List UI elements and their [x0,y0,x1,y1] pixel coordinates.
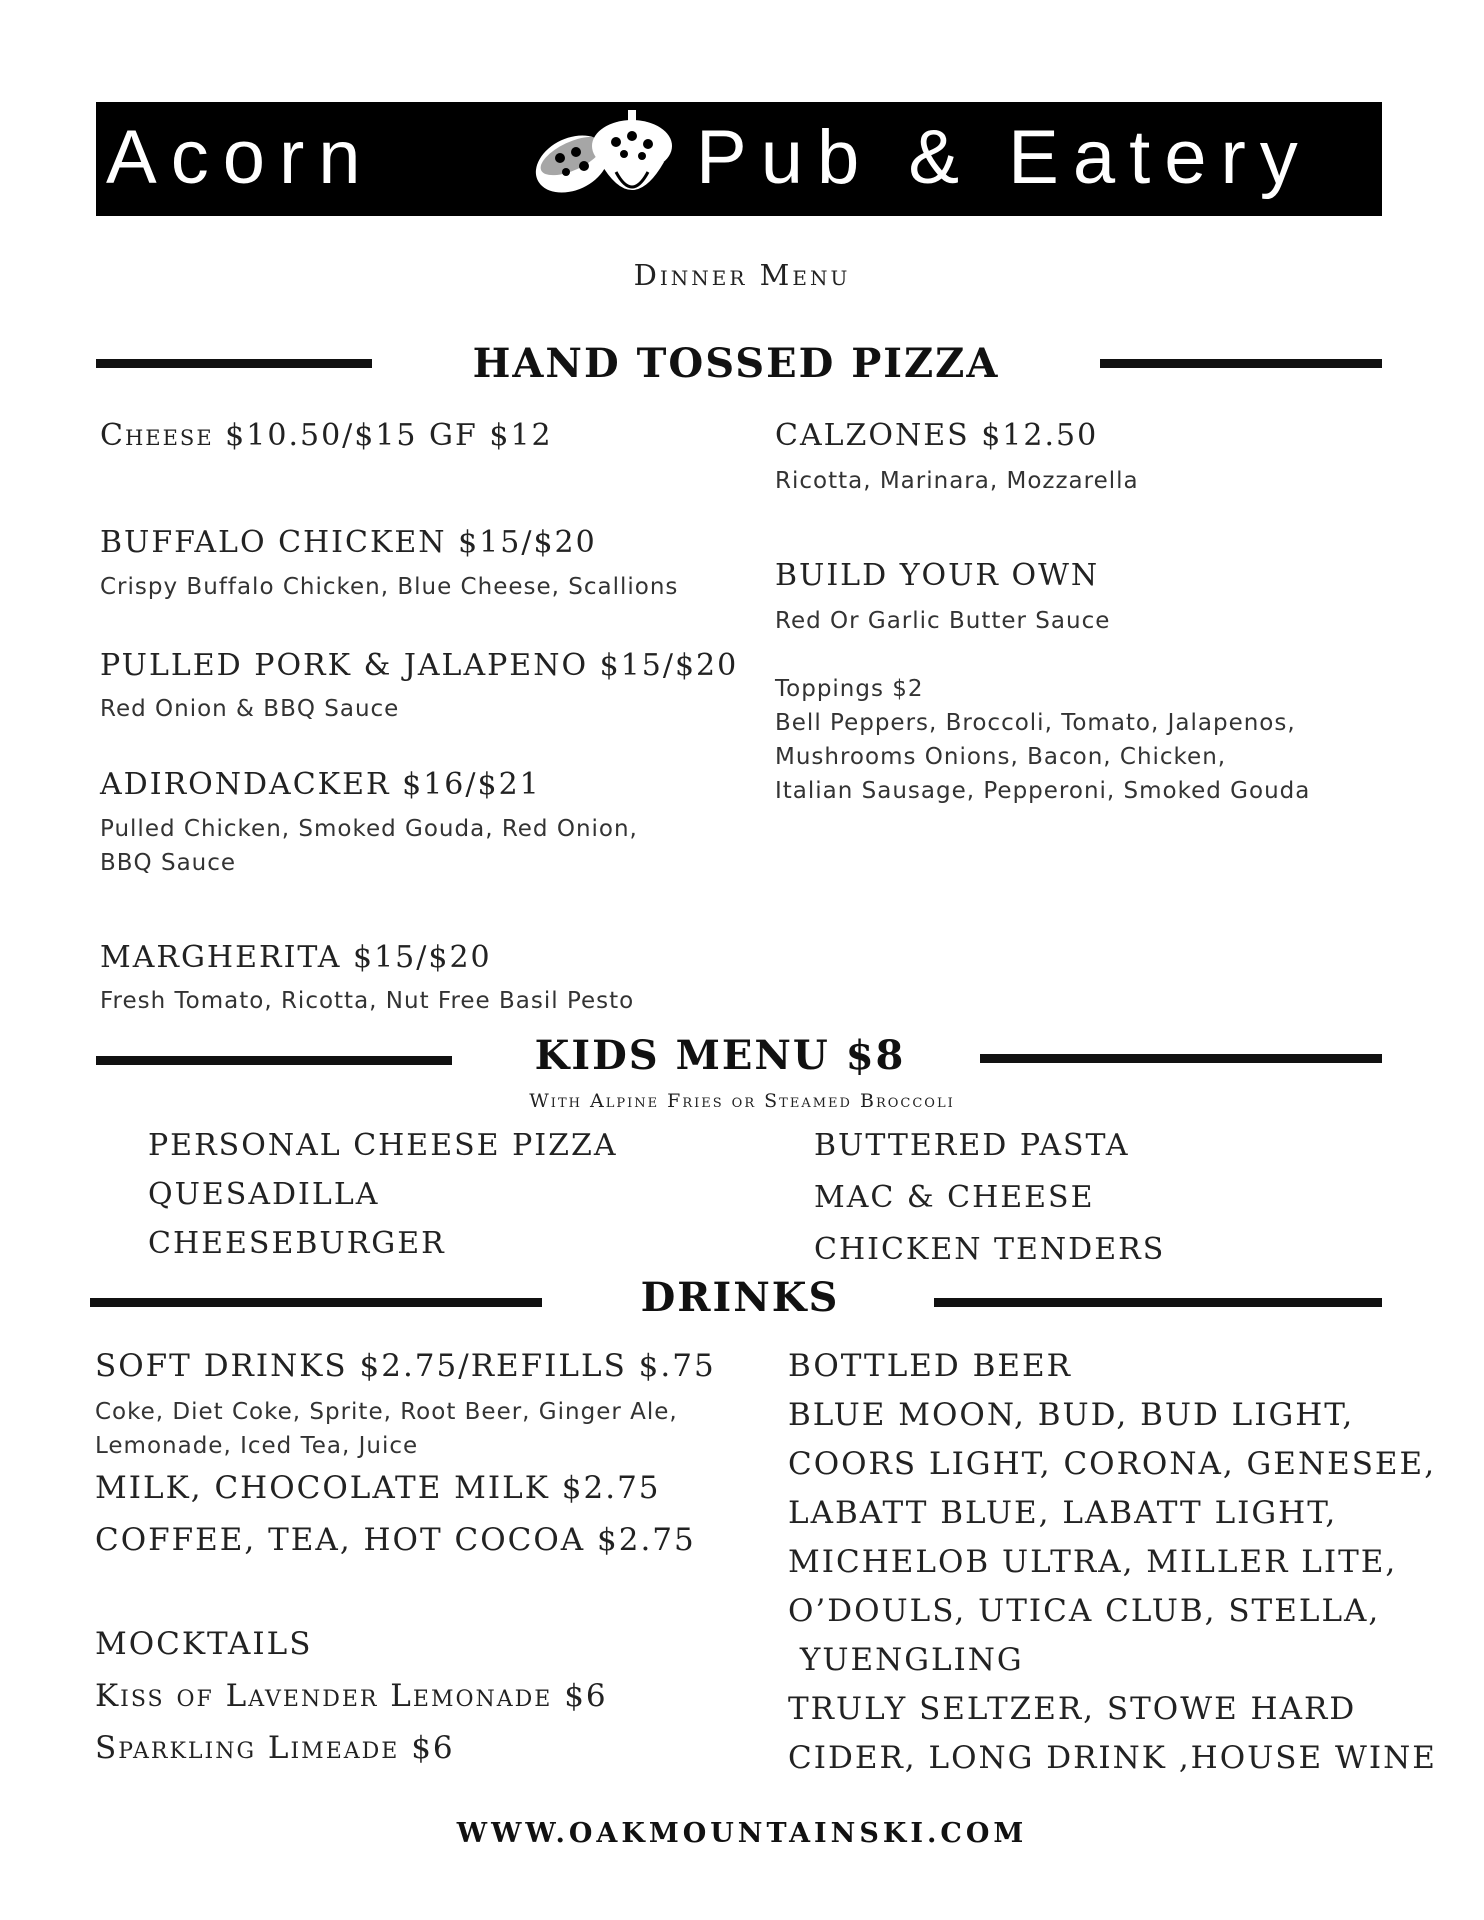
menu-item-name: BUILD YOUR OWN [775,558,1100,593]
toppings-line: Bell Peppers, Broccoli, Tomato, Jalapenos, [775,710,1296,736]
section-rule-right [934,1298,1382,1307]
menu-item-description: Pulled Chicken, Smoked Gouda, Red Onion, [100,816,638,842]
toppings-title: Toppings $2 [775,676,924,702]
kids-item: CHICKEN TENDERS [814,1232,1166,1267]
section-rule-left [90,1298,542,1307]
drinks-section-title: DRINKS [640,1274,840,1321]
beer-line: O’DOULS, UTICA CLUB, STELLA, [788,1593,1381,1629]
kids-item: BUTTERED PASTA [814,1128,1130,1163]
section-rule-right [1100,359,1382,368]
kids-item: CHEESEBURGER [148,1226,446,1261]
beer-title: BOTTLED BEER [788,1348,1073,1384]
pizza-section-title: HAND TOSSED PIZZA [472,340,1000,387]
menu-item-name: CALZONES $12.50 [775,418,1099,453]
menu-item-name: ADIRONDACKER $16/$21 [100,767,541,802]
drink-item: MILK, CHOCOLATE MILK $2.75 [95,1470,661,1506]
menu-item-name: PULLED PORK & JALAPENO $15/$20 [100,648,739,683]
menu-item-description: BBQ Sauce [100,850,237,876]
drink-item: COFFEE, TEA, HOT COCOA $2.75 [95,1522,696,1558]
header-banner [96,102,1382,216]
toppings-line: Italian Sausage, Pepperoni, Smoked Gouda [775,778,1311,804]
menu-subtitle: Dinner Menu [633,258,851,292]
kids-section-title: KIDS MENU $8 [534,1032,906,1079]
mocktail-item: Kiss of Lavender Lemonade $6 [95,1678,608,1714]
toppings-line: Mushrooms Onions, Bacon, Chicken, [775,744,1227,770]
beer-line: LABATT BLUE, LABATT LIGHT, [788,1495,1338,1531]
menu-item-name: Cheese $10.50/$15 GF $12 [100,418,553,453]
website-url: WWW.OAKMOUNTAINSKI.COM [456,1818,1028,1849]
menu-item-description: Ricotta, Marinara, Mozzarella [775,468,1139,494]
kids-item: MAC & CHEESE [814,1180,1095,1215]
mocktail-item: Sparkling Limeade $6 [95,1730,455,1766]
menu-item-name: MARGHERITA $15/$20 [100,940,492,975]
drink-description: Coke, Diet Coke, Sprite, Root Beer, Ginger Ale, [95,1399,678,1425]
menu-item-description: Crispy Buffalo Chicken, Blue Cheese, Scallions [100,574,679,600]
beer-line: COORS LIGHT, CORONA, GENESEE, [788,1446,1437,1482]
beer-line: CIDER, LONG DRINK ,HOUSE WINE [788,1740,1437,1776]
menu-item-description: Red Or Garlic Butter Sauce [775,608,1111,634]
menu-item-description: Red Onion & BBQ Sauce [100,696,400,722]
kids-item: PERSONAL CHEESE PIZZA [148,1128,618,1163]
kids-note: With Alpine Fries or Steamed Broccoli [529,1090,955,1112]
drink-description: Lemonade, Iced Tea, Juice [95,1433,419,1459]
section-rule-left [96,1056,452,1065]
menu-item-description: Fresh Tomato, Ricotta, Nut Free Basil Pesto [100,988,635,1014]
section-rule-right [980,1054,1382,1063]
beer-line: MICHELOB ULTRA, MILLER LITE, [788,1544,1398,1580]
mocktails-title: MOCKTAILS [95,1626,313,1662]
beer-line: YUENGLING [788,1642,1024,1678]
menu-item-name: BUFFALO CHICKEN $15/$20 [100,525,597,560]
section-rule-left [96,359,372,368]
beer-line: TRULY SELTZER, STOWE HARD [788,1691,1357,1727]
beer-line: BLUE MOON, BUD, BUD LIGHT, [788,1397,1355,1433]
drink-item: SOFT DRINKS $2.75/REFILLS $.75 [95,1348,716,1384]
banner-word-acorn: Acorn [106,115,375,200]
kids-item: QUESADILLA [148,1177,380,1212]
banner-word-pub-eatery: Pub & Eatery [696,115,1312,200]
acorn-icon [524,106,684,214]
